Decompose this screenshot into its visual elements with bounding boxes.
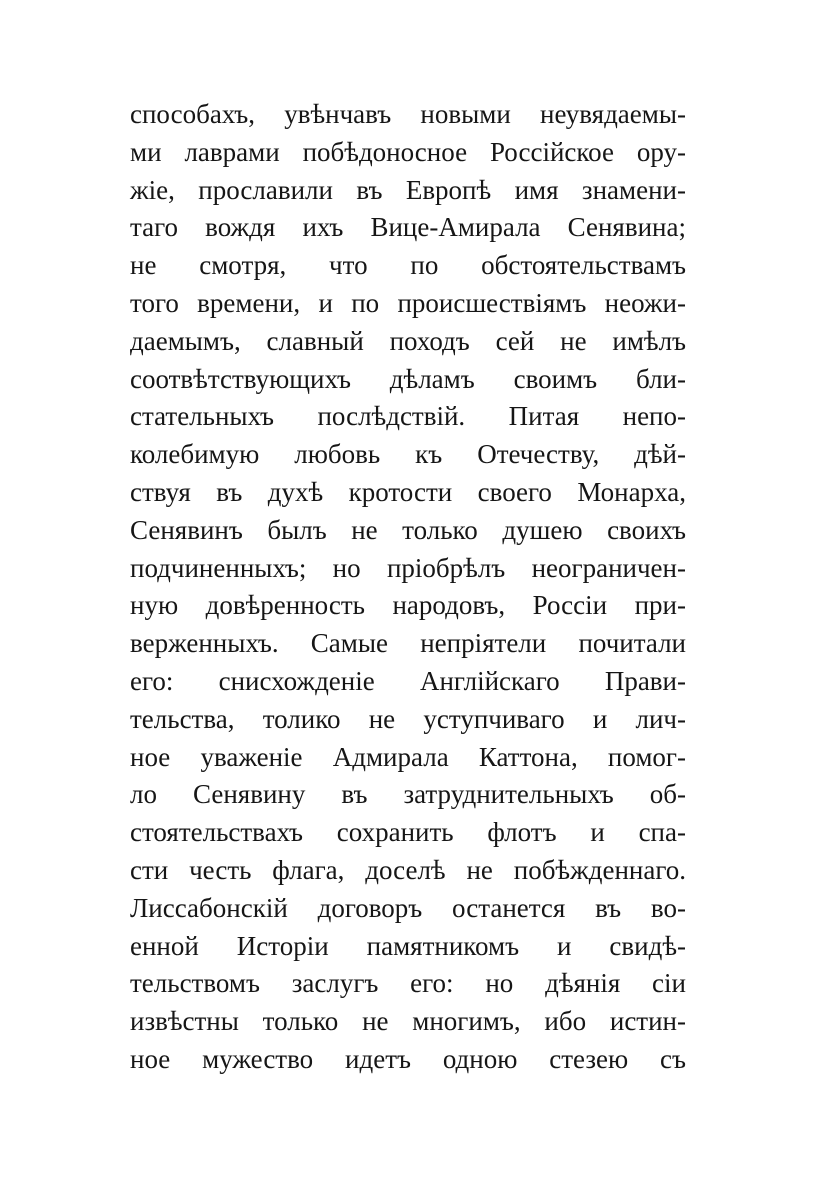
text-line: ное уваженiе Адмирала Каттона, помог- (130, 741, 686, 772)
text-line: того времени, и по происшествiямъ неожи- (130, 287, 686, 318)
text-line: стоятельствахъ сохранить флотъ и спа- (130, 817, 686, 848)
text-line: его: снисхожденiе Англiйскаго Прави- (130, 665, 686, 696)
text-line: ствуя въ духѣ кротости своего Монарха, (130, 476, 686, 507)
text-line: стательныхъ послѣдствiй. Питая непо- (130, 401, 686, 432)
text-line: подчиненныхъ; но прiобрѣлъ неограничен- (130, 552, 686, 583)
text-line: тельства, толико не уступчиваго и лич- (130, 703, 686, 734)
text-line: Сенявинъ былъ не только душею своихъ (130, 514, 686, 545)
text-line: не смотря, что по обстоятельствамъ (130, 250, 686, 281)
text-line: ми лаврами побѣдоносное Россiйское ору- (130, 136, 686, 167)
text-line: способахъ, увѣнчавъ новыми неувядаемы- (130, 99, 686, 129)
text-line: таго вождя ихъ Вице-Амирала Сенявина; (130, 212, 686, 243)
text-line: извѣстны только не многимъ, ибо истин- (130, 1006, 686, 1037)
text-line: жiе, прославили въ Европѣ имя знамени- (130, 174, 686, 205)
text-line: колебимую любовь къ Отечеству, дѣй- (130, 439, 686, 470)
text-line: енной Исторiи памятникомъ и свидѣ- (130, 930, 686, 961)
text-line: сти честь флага, доселѣ не побѣжденнаго. (130, 854, 686, 885)
text-line: Лиссабонскiй договоръ останется въ во- (130, 892, 686, 923)
text-line: тельствомъ заслугъ его: но дѣянiя сiи (130, 968, 686, 999)
text-line: ную довѣренность народовъ, Россiи при- (130, 590, 686, 621)
text-line: ло Сенявину въ затруднительныхъ об- (130, 779, 686, 810)
text-line: соотвѣтствующихъ дѣламъ своимъ бли- (130, 363, 686, 394)
text-line: ное мужество идетъ одною стезею съ (130, 1043, 686, 1074)
body-text (130, 96, 686, 1079)
text-line: верженныхъ. Самые непрiятели почитали (130, 628, 686, 659)
text-line: даемымъ, славный походъ сей не имѣлъ (130, 325, 686, 356)
